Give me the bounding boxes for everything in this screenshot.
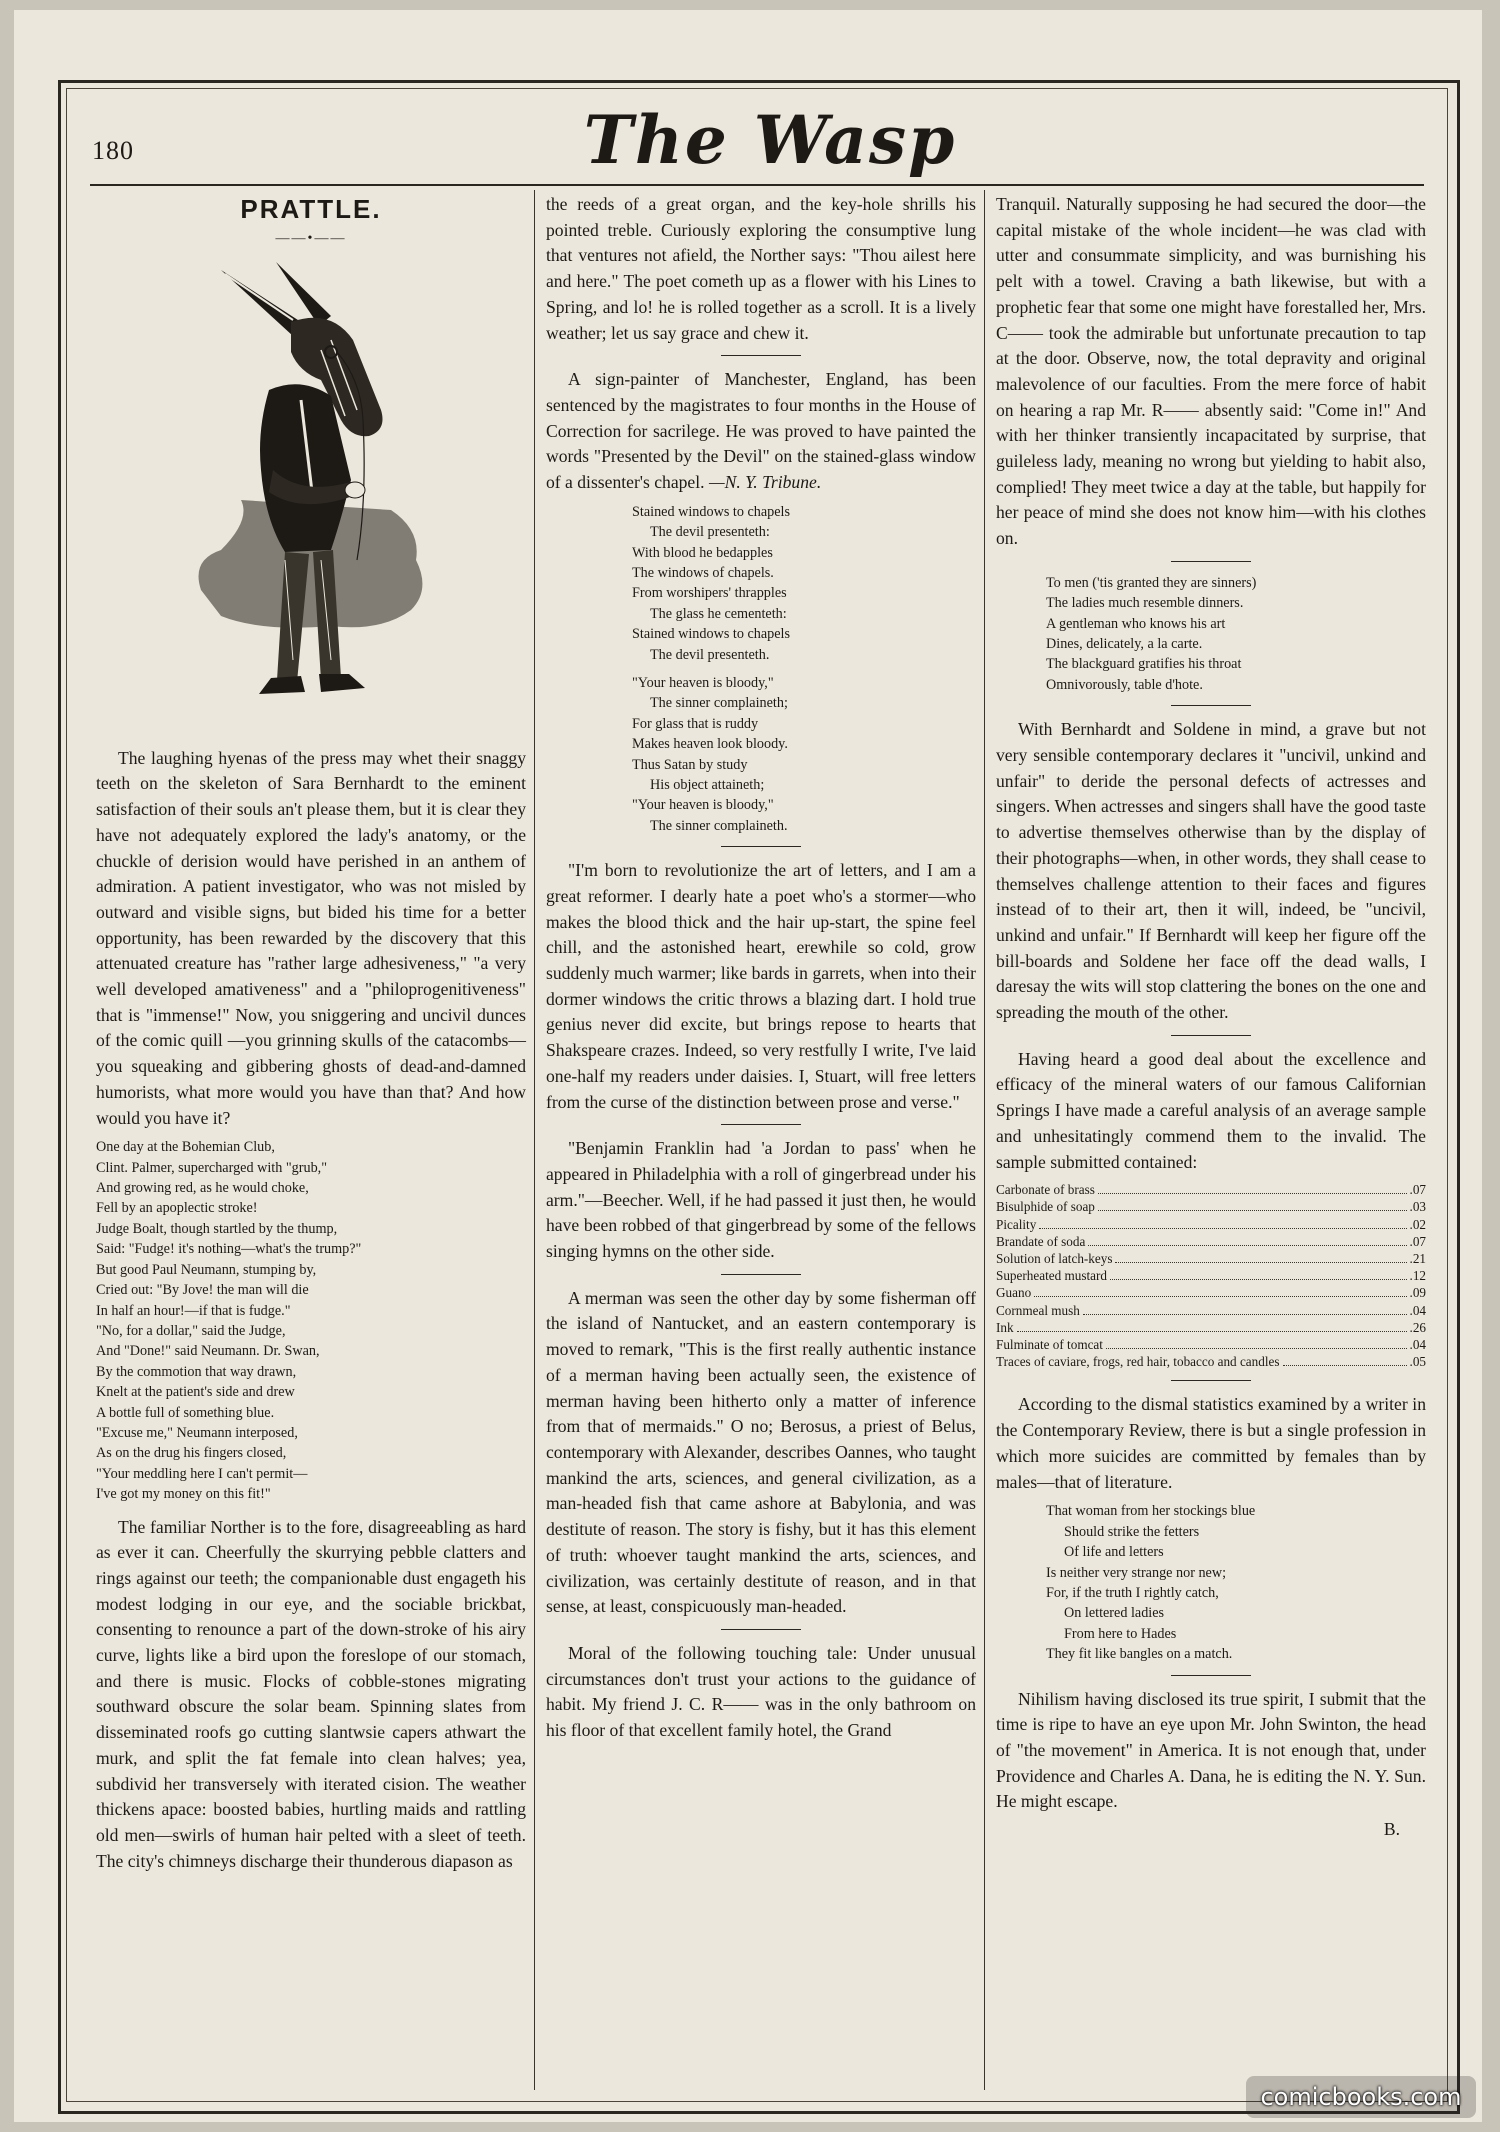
item-value: .07 [1409,1182,1426,1198]
paragraph: the reeds of a great organ, and the key-hole shrills his pointed treble. Curiously exploring the consumptive lung that ventures not afield, the Norther says: "Thou ailest here and here." The poet cometh up as a flower with his Lines to Spring, and lo! he is rolled together as a scroll. It is a lively weather; let us say grace and chew it. [546,194,976,343]
column-2 [546,192,976,1750]
poem-line: The windows of chapels. [632,564,774,581]
section-divider [721,1124,801,1125]
poem-line: "Excuse me," Neumann interposed, [96,1424,298,1441]
item-name: Bisulphide of soap [996,1199,1095,1215]
dot-leader [1098,1193,1407,1194]
list-item [996,1233,1426,1250]
item-name: Traces of caviare, frogs, red hair, tobacco and candles [996,1354,1280,1370]
poem-line: Judge Boalt, though startled by the thump, [96,1220,338,1237]
poem-line: To men ('tis granted they are sinners) [1046,574,1257,591]
poem-line: The sinner complaineth. [650,817,788,834]
dot-leader [1034,1296,1406,1297]
poem-bohemian-club [96,1137,526,1504]
poem-line: By the commotion that way drawn, [96,1363,297,1380]
masthead-logo: The Wasp [583,101,957,179]
list-item [996,1198,1426,1215]
paragraph: According to the dismal statistics examined by a writer in the Contemporary Review, there is but a single profession in which more suicides are committed by females than by males—that of literature. [996,1394,1426,1492]
poem-line: The glass he cementeth: [650,605,787,622]
section-divider [1171,1675,1251,1676]
donkey-headed-gentleman-illustration [181,260,441,736]
list-item [996,1353,1426,1370]
poem-line: They fit like bangles on a match. [1046,1646,1233,1663]
poem-line: Is neither very strange nor new; [1046,1564,1227,1581]
paragraph: The familiar Norther is to the fore, disagreeabling as hard as ever it can. Cheerfully the skurrying pebble clatters and rings against our teeth; the companionable dust engageth his modest lodging in our eye, and the sociable brickbat, consenting to renounce a part of the down-stroke of his airy curve, lights like a bird upon the foreslope of our stomach, and there is music. Flocks of cobble-stones migrating southward obscure the solar beam. Spinning slates from disseminated roofs go cutting slantwsie capers athwart the murk, and split the fat female into clean halves; yea, subdivid her transversely with iterated cision. The weather thickens apace: boosted babies, hurtling maids and rattling old men—swirls of human hair pelted with a sleet of teeth. The city's chimneys discharge their thunderous diapason as [96,1516,526,1871]
poem-line: Knelt at the patient's side and drew [96,1384,295,1401]
column-1 [96,192,526,1880]
paragraph: Having heard a good deal about the excellence and efficacy of the mineral waters of our famous Californian Springs I have made a careful analysis of an average sample and unhesitatingly commend them to the invalid. The sample submitted contained: [996,1048,1426,1172]
paragraph: Moral of the following touching tale: Under unusual circumstances don't trust your actions to the guidance of habit. My friend J. C. R—— was in the only bathroom on his floor of that excellent family hotel, the Grand [546,1642,976,1741]
dot-leader [1098,1210,1407,1211]
poem-line: I've got my money on this fit!" [96,1486,271,1503]
poem-line: Said: "Fudge! it's nothing—what's the trump?" [96,1241,362,1258]
poem-line: Stained windows to chapels [632,503,791,520]
paragraph: The laughing hyenas of the press may whet their snaggy teeth on the skeleton of Sara Bernhardt to the eminent satisfaction of their souls an't please them, but it is clear they have not adequately explored the lady's anatomy, or the chuckle of derision would have perished in an anthem of admiration. A patient investigator, who was not misled by outward and visible signs, but bided his time for a better opportunity, has been rewarded by the discovery that this attenuated creature has "rather large adhesiveness," "a very well developed amativeness" and a "philoprogenitiveness" that is "immense!" Now, you sniggering and uncivil dunces of the comic quill —you grinning skulls of the catacombs—you squeaking and gibbering ghosts of dead-and-damned humorists, what more would you have than that? And how would you have it? [96,747,526,1128]
poem-line: Makes heaven look bloody. [632,736,788,753]
paragraph: "Benjamin Franklin had 'a Jordan to pass' when he appeared in Philadelphia with a roll of gingerbread under his arm."—Beecher. Well, if he had passed it just then, he would have been robbed of that gingerbread by some of the fellows singing hymns on the other side. [546,1138,976,1262]
masthead-rule [90,184,1424,186]
poem-line: With blood he bedapples [632,544,773,561]
section-divider [721,1629,801,1630]
poem-line: For glass that is ruddy [632,715,759,732]
headline-ornament: ——•—— [275,231,347,246]
poem-stockings-blue [996,1501,1426,1664]
author-signature: B. [1383,1819,1400,1840]
dot-leader [1106,1348,1407,1349]
poem-line: The blackguard gratifies his throat [1046,656,1242,673]
item-name: Carbonate of brass [996,1182,1095,1198]
poem-line: The ladies much resemble dinners. [1046,595,1244,612]
list-item [996,1319,1426,1336]
poem-line: And "Done!" said Neumann. Dr. Swan, [96,1343,320,1360]
poem-line: And growing red, as he would choke, [96,1180,309,1197]
list-item [996,1181,1426,1198]
poem-stained-windows [546,502,976,837]
item-name: Guano [996,1285,1032,1301]
dot-leader [1017,1331,1407,1332]
stanza-gap [632,665,976,673]
poem-line: One day at the Bohemian Club, [96,1139,275,1156]
paragraph-text: A sign-painter of Manchester, England, has been sentenced by the magistrates to four months in the House of Correction for sacrilege. He was proved to have painted the words "Presented by the Devil" on the stained-glass window of a dissenter's chapel. [546,369,976,493]
poem-line: "Your heaven is bloody," [632,797,774,814]
dot-leader [1283,1365,1407,1366]
item-value: .04 [1409,1337,1426,1353]
poem-line: A bottle full of something blue. [96,1404,275,1421]
item-value: .02 [1409,1216,1426,1232]
item-name: Solution of latch-keys [996,1251,1113,1267]
paragraph [546,367,976,496]
item-name: Fulminate of tomcat [996,1337,1103,1353]
page-number: 180 [92,136,134,165]
poem-line: Dines, delicately, a la carte. [1046,636,1203,653]
section-divider [721,1274,801,1275]
item-value: .09 [1409,1285,1426,1301]
poem-line: Thus Satan by study [632,756,748,773]
poem-line: The sinner complaineth; [650,695,788,712]
paragraph: A merman was seen the other day by some fisherman off the island of Nantucket, and an eastern contemporary is moved to remark, "This is the first really authentic instance of a merman having been actually seen, the existence of merman having been hitherto only a matter of inference from that of mermaids." O no; Berosus, a priest of Belus, contemporary with Alexander, describes Oannes, who taught mankind the arts, sciences, and general civilization, as a man-headed fish that came ashore at Babylonia, and was destitute of reason. The story is fishy, but it has this element of truth: whoever taught mankind the arts, sciences, and civilization, was certainly destitute of reason, and in that sense, at least, conspicuously man-headed. [546,1287,976,1617]
item-name: Ink [996,1319,1014,1335]
dot-leader [1110,1279,1407,1280]
poem-line: "No, for a dollar," said the Judge, [96,1322,286,1339]
poem-line: For, if the truth I rightly catch, [1046,1584,1219,1601]
attribution: —N. Y. Tribune. [708,472,822,493]
item-name: Superheated mustard [996,1268,1107,1284]
poem-line: "Your meddling here I can't permit— [96,1465,308,1482]
poem-line: The devil presenteth: [650,524,770,541]
poem-line: From here to Hades [1064,1625,1177,1642]
section-divider [1171,561,1251,562]
item-value: .07 [1409,1233,1426,1249]
item-name: Brandate of soda [996,1233,1086,1249]
list-item [996,1336,1426,1353]
list-item [996,1250,1426,1267]
poem-line: Fell by an apoplectic stroke! [96,1200,258,1217]
poem-line: On lettered ladies [1064,1605,1165,1622]
poem-line: In half an hour!—if that is fudge." [96,1302,291,1319]
item-name: Cornmeal mush [996,1302,1080,1318]
dot-leader [1115,1262,1406,1263]
paragraph: Tranquil. Naturally supposing he had secured the door—the capital mistake of the whole incident—he was clad with utter and consummate simplicity, and was burnishing his pelt with a towel. Craving a bath likewise, but with a prophetic fear that some one might have forestalled her, Mrs. C—— took the admirable but unfortunate precaution to tap at the door. Observe, now, the total depravity and original malevolence of our faculties. From the mere force of habit on hearing a rap Mr. R—— absently said: "Come in!" And with her thinker transiently incapacitated by surprise, that guileless lady, meaning no wrong but yielding to habit also, complied! They meet twice a day at the table, but happily for her peace of mind she does not know him—with his clothes on. [996,194,1426,549]
mineral-water-analysis-list [996,1181,1426,1370]
section-divider [721,846,801,847]
dot-leader [1083,1314,1407,1315]
poem-line: Clint. Palmer, supercharged with "grub," [96,1159,328,1176]
poem-line: "Your heaven is bloody," [632,674,774,691]
item-value: .04 [1409,1302,1426,1318]
dot-leader [1039,1228,1406,1229]
column-divider [534,190,535,2090]
item-value: .03 [1409,1199,1426,1215]
column-divider [984,190,985,2090]
poem-line: From worshipers' thrapples [632,585,787,602]
dot-leader [1088,1245,1406,1246]
item-value: .21 [1409,1251,1426,1267]
site-watermark: comicbooks.com [1246,2076,1476,2118]
poem-line: Omnivorously, table d'hote. [1046,676,1203,693]
poem-line: Stained windows to chapels [632,626,791,643]
item-value: .12 [1409,1268,1426,1284]
poem-line: The devil presenteth. [650,646,770,663]
paragraph: Nihilism having disclosed its true spirit, I submit that the time is ripe to have an eye upon Mr. John Swinton, the head of "the movement" in America. It is not enough that, under Providence and Charles A. Dana, he is editing the N. Y. Sun. He might escape. [996,1688,1426,1812]
poem-line: Should strike the fetters [1064,1523,1200,1540]
item-value: .26 [1409,1319,1426,1335]
list-item [996,1216,1426,1233]
section-divider [1171,705,1251,706]
poem-line: Of life and letters [1064,1544,1164,1561]
paragraph: With Bernhardt and Soldene in mind, a grave but not very sensible contemporary declares it "uncivil, unkind and unfair" to deride the personal defects of actresses and singers. When actresses and singers shall have the good taste to advertise themselves otherwise than by the display of their photographs—when, in other words, they shall cease to themselves challenge attention to their faces and figures instead of to their art, then it will, indeed, be "uncivil, unkind and unfair." If Bernhardt will keep her figure off the bill-boards and Soldene her face off the dead walls, I daresay the wits will stop clattering the bones on the one and spreading the mouth of the other. [996,719,1426,1023]
poem-line: His object attaineth; [650,777,765,794]
column-3 [996,192,1426,1843]
list-item [996,1284,1426,1301]
paragraph: "I'm born to revolutionize the art of letters, and I am a great reformer. I dearly hate a poet who's a stormer—who makes the blood thick and the hair up-start, the spine feel chill, and the astonished heart, erewhile so cold, grow suddenly much warmer; like bards in garrets, when into their dormer windows the critic throws a blazing dart. I hold true genius never did excite, but brings repose to hearts that Shakspeare crazes. Indeed, so very restfully I write, I've laid one-half my readers under daisies. I, Stuart, will free letters from the curse of the distinction between prose and verse." [546,860,976,1112]
list-item [996,1267,1426,1284]
item-value: .05 [1409,1354,1426,1370]
section-divider [1171,1380,1251,1381]
poem-line: As on the drug his fingers closed, [96,1445,287,1462]
poem-line: Cried out: "By Jove! the man will die [96,1282,309,1299]
section-divider [721,355,801,356]
poem-line: But good Paul Neumann, stumping by, [96,1261,317,1278]
poem-line: That woman from her stockings blue [1046,1503,1256,1520]
poem-line: A gentleman who knows his art [1046,615,1226,632]
poem-dinners [996,573,1426,695]
list-item [996,1302,1426,1319]
section-divider [1171,1035,1251,1036]
item-name: Picality [996,1216,1037,1232]
headline: PRATTLE. [240,194,382,224]
